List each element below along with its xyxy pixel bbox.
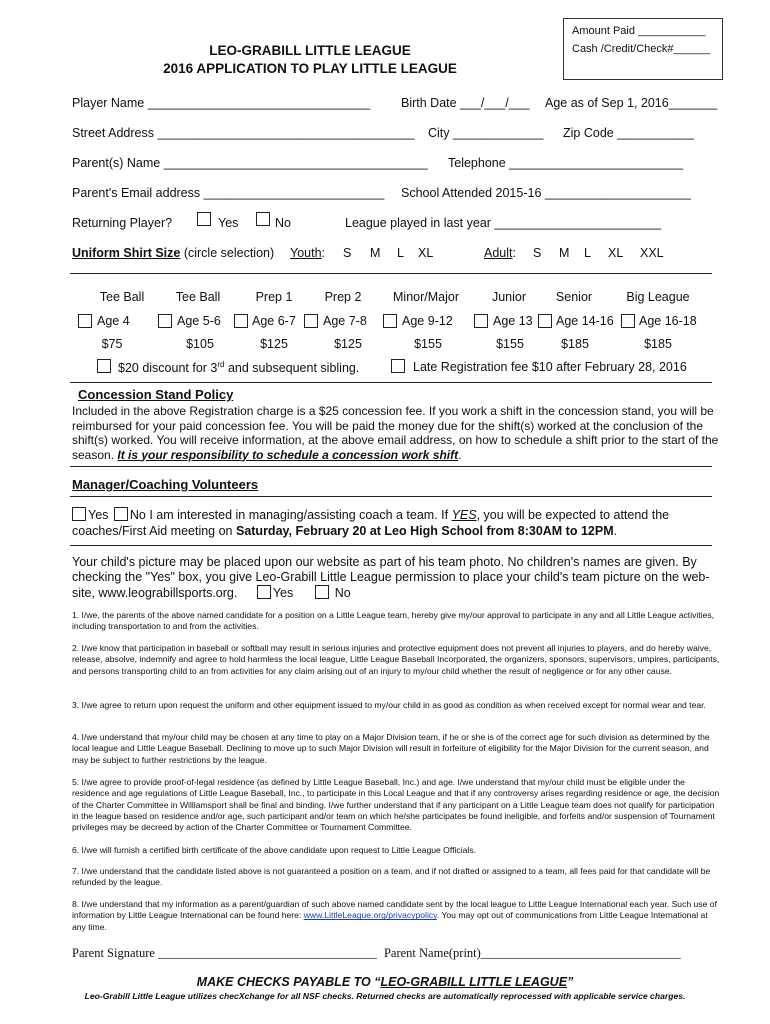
- privacy-policy-link[interactable]: www.LittleLeague.org/privacypolicy: [303, 910, 437, 921]
- concession-text: Included in the above Registration charge is a $25 concession fee. If you work a shift in the concession stand, you will be reimbursed for your paid concession fee. You will be paid the money due for the shift(s) worked at the conclusion of the shift(s) worked. You will receive information, at the above email address, on how to schedule a shift prior to the start of the season. It is your responsibility to schedule a concession work shift.: [72, 404, 719, 462]
- term-item: 5. I/we agree to provide proof-of-legal residence (as defined by Little League Baseball, Inc.) and age. I/we understand that my/our child must be eligible under the residence and age regulations of Little League Baseball, Inc., to participate in this Local League and that if any controversy arises regarding residence or age, the decision of the Charter Committee in Williamsport shall be final and binding. I/we further understand that if any participant on a Little League team does not qualify for participation in the league based on residence and/or age, such participant and/or team on which he/she participates be found ineligible, and forfeits and/or suspension of Tournament privileges may be decreed by action of the Charter Committee or Tournament Committee.: [72, 777, 720, 833]
- returning-yes-checkbox[interactable]: [197, 212, 211, 226]
- photo-no-checkbox[interactable]: [315, 585, 329, 599]
- volunteer-heading: Manager/Coaching Volunteers: [72, 477, 259, 492]
- returning-no-checkbox[interactable]: [256, 212, 270, 226]
- division-level: Senior: [555, 290, 593, 304]
- age-field[interactable]: Age as of Sep 1, 2016_______: [545, 96, 718, 110]
- volunteer-text: Yes No I am interested in managing/assisting coach a team. If YES, you will be expected to attend the coaches/First Aid meeting on Saturday, February 20 at Leo High School from 8:30AM to 12PM.: [72, 508, 670, 538]
- division-checkbox[interactable]: [474, 314, 488, 328]
- concession-emphasis: It is your responsibility to schedule a concession work shift: [117, 447, 459, 462]
- late-fee-checkbox[interactable]: [391, 359, 405, 373]
- division-checkbox[interactable]: [621, 314, 635, 328]
- volunteer-no-checkbox[interactable]: [114, 507, 128, 521]
- payment-method-field[interactable]: Cash /Credit/Check#______: [572, 43, 711, 55]
- league-last-year-field[interactable]: League played in last year ________________________: [345, 216, 662, 230]
- term-item: 1. I/we, the parents of the above named candidate for a position on a Little League team, hereby give my/our approval to participate in any and all Little League activities, including transportation to and from the activities.: [72, 610, 715, 632]
- division-checkbox[interactable]: [234, 314, 248, 328]
- parents-name-field[interactable]: Parent(s) Name ______________________________________: [72, 156, 428, 170]
- street-address-field[interactable]: Street Address _____________________________________: [72, 126, 415, 140]
- photo-consent-text: Your child's picture may be placed upon our website as part of his team photo. No children's names are given. By checking the "Yes" box, you give Leo-Grabill Little League permission to place your child's team picture on the web- site, www.leograbillsports.org. Yes No: [72, 555, 710, 600]
- city-field[interactable]: City _____________: [428, 126, 544, 140]
- divider: [70, 496, 712, 497]
- division-fee: $125: [260, 337, 288, 351]
- birth-date-field[interactable]: Birth Date ___/___/___: [401, 96, 530, 110]
- shirt-size-row: [72, 246, 274, 260]
- volunteer-yes-checkbox[interactable]: [72, 507, 86, 521]
- school-attended-field[interactable]: School Attended 2015-16 _____________________: [401, 186, 691, 200]
- division-fee: $105: [186, 337, 214, 351]
- sibling-discount-label: $20 discount for 3rd and subsequent sibling.: [118, 360, 360, 376]
- division-age: Age 6-7: [252, 314, 296, 328]
- term-item: 7. I/we understand that the candidate listed above is not guaranteed a position on a team, and if not drafted or assigned to a team, all fees paid for that candidate will be refunded by the league.: [72, 866, 711, 888]
- form-title: [100, 42, 520, 78]
- term-item: 8. I/we understand that my information as a parent/guardian of such above named candidate sent by the local league to Little League International each year. Such use of information by Little League International can be found here: www.LittleLeague.org/privacypolicy. You may opt out of communications from Little League International at any time.: [72, 899, 717, 932]
- late-fee-label: Late Registration fee $10 after February 28, 2016: [413, 360, 687, 374]
- shirt-size-label: Uniform Shirt Size: [72, 246, 181, 260]
- term-item: 4. I/we understand that my/our child may be chosen at any time to play on a Major Division team, if he or she is of the correct age for such division as determined by the local league and Little League Baseball. Declining to move up to such Major Division will result in forfeiture of eligibility for the Major Division for the current season, and may be subject to further restrictions by the league.: [72, 732, 710, 765]
- division-fee: $155: [414, 337, 442, 351]
- term-item: 6. I/we will furnish a certified birth certificate of the above candidate upon request to Little League Officials.: [72, 845, 476, 855]
- nsf-note: Leo-Grabill Little League utilizes checXchange for all NSF checks. Returned checks are automatically reprocessed with applicable service charges.: [84, 991, 686, 1001]
- division-fee: $75: [101, 337, 123, 351]
- zip-code-field[interactable]: Zip Code ___________: [563, 126, 694, 140]
- player-name-field[interactable]: Player Name ________________________________: [72, 96, 371, 110]
- term-item: 2. I/we know that participation in baseball or softball may result in serious injuries and protective equipment does not prevent all injuries to players, and do hereby waive, release, absolve, indemnify and agree to hold harmless the local league, Little League Baseball Incorporated, the organizers, sponsors, supervisors, umpires, participants, and persons transporting child to an from activities for any claim arising out of an injury to my/our child whether the result of negligence or for any other cause.: [72, 643, 720, 676]
- adult-size-l[interactable]: L: [584, 246, 591, 260]
- photo-yes-checkbox[interactable]: [257, 585, 271, 599]
- division-age: Age 13: [493, 314, 533, 328]
- divider: [70, 273, 712, 274]
- division-level: Junior: [491, 290, 527, 304]
- division-checkbox[interactable]: [383, 314, 397, 328]
- youth-size-s[interactable]: S: [343, 246, 352, 260]
- division-age: Age 4: [97, 314, 130, 328]
- division-age: Age 14-16: [556, 314, 614, 328]
- youth-size-label: Youth:: [290, 246, 326, 260]
- returning-no-label: No: [275, 216, 291, 230]
- divider: [70, 545, 712, 546]
- parent-signature-field[interactable]: Parent Signature ___________________________________: [72, 946, 377, 960]
- youth-size-l[interactable]: L: [397, 246, 404, 260]
- youth-size-xl[interactable]: XL: [418, 246, 434, 260]
- division-level: Big League: [626, 290, 690, 304]
- division-level: Tee Ball: [99, 290, 145, 304]
- division-fee: $185: [561, 337, 589, 351]
- amount-paid-field[interactable]: Amount Paid ___________: [572, 25, 706, 37]
- division-fee: $185: [644, 337, 672, 351]
- adult-size-xl[interactable]: XL: [608, 246, 624, 260]
- youth-size-m[interactable]: M: [370, 246, 381, 260]
- division-age: Age 16-18: [639, 314, 697, 328]
- division-level: Minor/Major: [393, 290, 459, 304]
- adult-size-m[interactable]: M: [559, 246, 570, 260]
- division-age: Age 5-6: [177, 314, 221, 328]
- term-item: 3. I/we agree to return upon request the uniform and other equipment issued to my/our child in as good as condition as when received except for normal wear and tear.: [72, 700, 706, 710]
- payment-box: [563, 18, 723, 80]
- returning-yes-label: Yes: [218, 216, 239, 230]
- division-fee: $125: [334, 337, 362, 351]
- parents-email-field[interactable]: Parent's Email address __________________________: [72, 186, 385, 200]
- adult-size-s[interactable]: S: [533, 246, 542, 260]
- division-level: Prep 2: [324, 290, 362, 304]
- divider: [70, 466, 712, 467]
- parent-name-field[interactable]: Parent Name(print)________________________________: [383, 946, 681, 960]
- division-level: Tee Ball: [175, 290, 221, 304]
- division-age: Age 7-8: [323, 314, 367, 328]
- telephone-field[interactable]: Telephone _________________________: [448, 156, 683, 170]
- divider: [70, 382, 712, 383]
- adult-size-xxl[interactable]: XXL: [640, 246, 664, 260]
- concession-heading: Concession Stand Policy: [78, 387, 234, 402]
- returning-player-label: Returning Player?: [72, 216, 173, 230]
- division-checkbox[interactable]: [78, 314, 92, 328]
- league-name: LEO-GRABILL LITTLE LEAGUE: [209, 43, 411, 58]
- division-age: Age 9-12: [402, 314, 453, 328]
- signature-row: [72, 946, 681, 961]
- shirt-size-instruction: (circle selection): [183, 246, 275, 260]
- checks-payable-heading: MAKE CHECKS PAYABLE TO “LEO-GRABILL LITTLE LEAGUE”: [196, 975, 574, 989]
- adult-size-label: Adult:: [484, 246, 516, 260]
- division-fee: $155: [496, 337, 524, 351]
- division-checkbox[interactable]: [304, 314, 318, 328]
- application-title: 2016 APPLICATION TO PLAY LITTLE LEAGUE: [163, 61, 457, 76]
- sibling-discount-checkbox[interactable]: [97, 359, 111, 373]
- division-level: Prep 1: [255, 290, 293, 304]
- division-checkbox[interactable]: [538, 314, 552, 328]
- division-checkbox[interactable]: [158, 314, 172, 328]
